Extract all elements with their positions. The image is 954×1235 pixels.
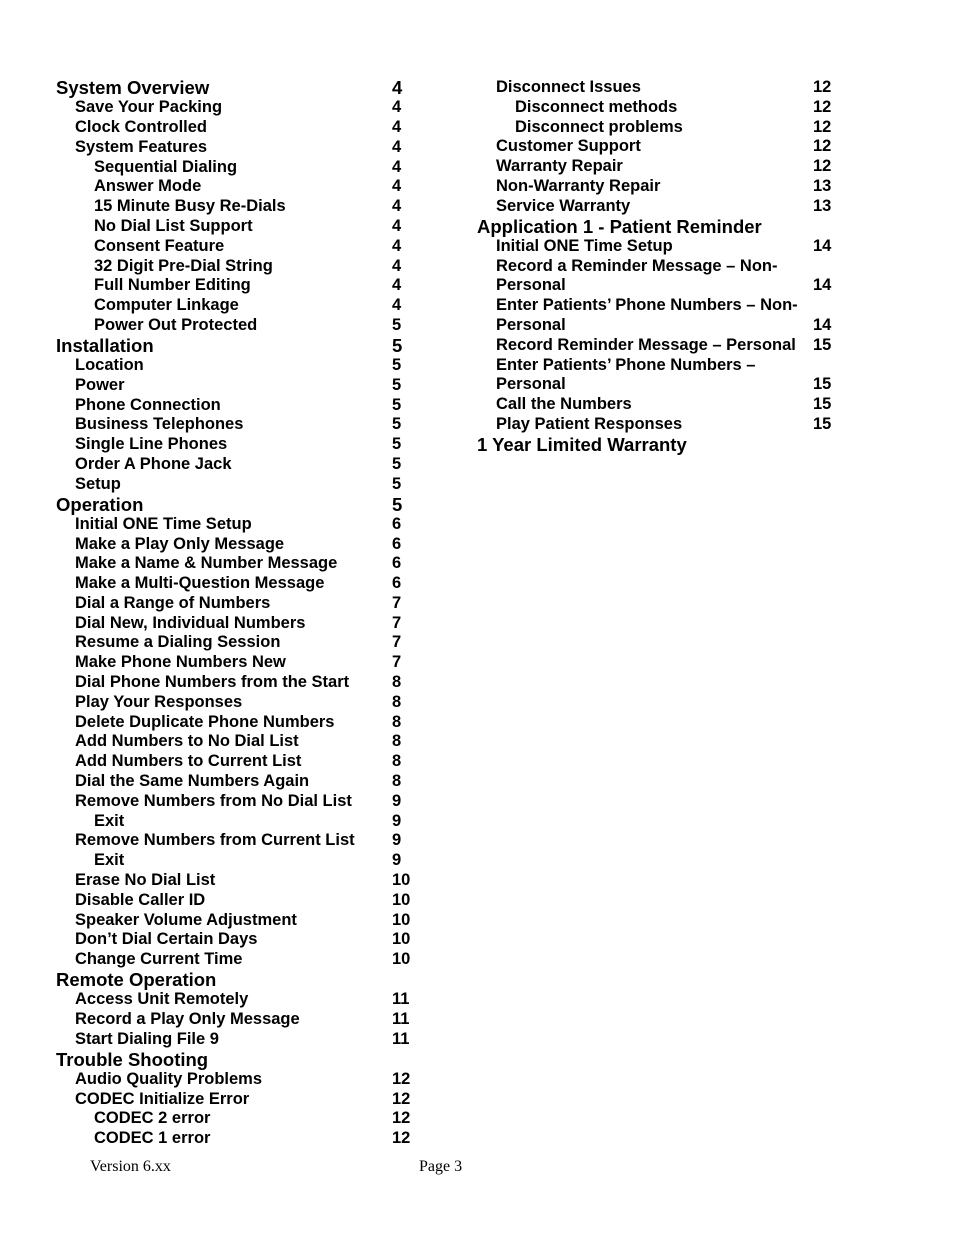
toc-entry (56, 415, 416, 435)
toc-entry-page-number: 4 (392, 157, 402, 176)
toc-entry-page-number: 5 (392, 454, 402, 473)
toc-entry (56, 851, 416, 871)
toc-entry-page-number: 12 (813, 137, 832, 156)
toc-entry-label: Disconnect Issues (496, 78, 641, 96)
toc-entry (56, 455, 416, 475)
toc-entry (477, 395, 837, 415)
toc-entry-label: Call the Numbers (496, 395, 632, 414)
toc-entry-page-number: 12 (813, 78, 832, 96)
toc-entry-label: Delete Duplicate Phone Numbers (75, 712, 335, 731)
toc-entry-label: Enter Patients’ Phone Numbers – (496, 355, 756, 374)
toc-entry-label: System Features (75, 137, 208, 156)
toc-entry-label: Initial ONE Time Setup (75, 514, 252, 533)
toc-entry-page-number: 14 (813, 315, 832, 334)
toc-entry-label: Sequential Dialing (94, 157, 238, 176)
toc-entry-label: Service Warranty (496, 196, 631, 215)
toc-entry (56, 396, 416, 416)
toc-entry-label: Personal (496, 375, 566, 394)
toc-entry-label: Dial the Same Numbers Again (75, 772, 310, 791)
toc-entry-label: Trouble Shooting (56, 1048, 209, 1070)
toc-entry (56, 515, 416, 535)
toc-entry-page-number: 15 (813, 395, 832, 414)
toc-entry (56, 594, 416, 614)
toc-entry (56, 1129, 416, 1149)
toc-entry (56, 950, 416, 970)
toc-entry (56, 158, 416, 178)
toc-entry-page-number: 4 (392, 177, 402, 196)
toc-entry-label: Application 1 - Patient Reminder (477, 215, 762, 237)
toc-section-heading (56, 1050, 416, 1070)
toc-section-heading (56, 78, 416, 98)
toc-entry-page-number: 5 (392, 415, 402, 434)
toc-entry (56, 574, 416, 594)
toc-entry-page-number: 13 (813, 196, 832, 215)
toc-entry-label: Dial a Range of Numbers (75, 593, 271, 612)
toc-entry-label: Single Line Phones (75, 435, 228, 454)
toc-entry-page-number: 10 (392, 930, 411, 949)
toc-entry (477, 237, 837, 257)
toc-section-heading (477, 435, 837, 455)
toc-entry (477, 336, 837, 356)
toc-entry-page-number: 9 (392, 811, 402, 830)
toc-entry-label: Order A Phone Jack (75, 454, 232, 473)
toc-entry-label: Make a Name & Number Message (75, 554, 338, 573)
toc-entry-page-number: 8 (392, 673, 402, 692)
toc-entry-label: Full Number Editing (94, 276, 251, 295)
toc-entry-label: 1 Year Limited Warranty (477, 433, 687, 455)
toc-entry-page-number: 12 (392, 1089, 411, 1108)
toc-entry-page-number: 7 (392, 613, 402, 632)
toc-entry-page-number: 10 (392, 890, 411, 909)
toc-entry-page-number: 10 (392, 871, 411, 890)
toc-entry (56, 693, 416, 713)
toc-entry (477, 415, 837, 435)
toc-entry-label: Play Patient Responses (496, 414, 683, 433)
toc-entry (56, 98, 416, 118)
toc-entry-page-number: 4 (392, 236, 402, 255)
toc-entry-label: Location (75, 355, 144, 374)
toc-entry-page-number: 6 (392, 554, 402, 573)
toc-entry-page-number: 4 (392, 137, 402, 156)
toc-entry-page-number: 12 (392, 1109, 411, 1128)
toc-entry (56, 792, 416, 812)
toc-entry-page-number: 8 (392, 732, 402, 751)
toc-entry-page-number: 14 (813, 236, 832, 255)
toc-entry (477, 356, 837, 376)
toc-entry-page-number: 14 (813, 276, 832, 295)
toc-entry-label: Dial New, Individual Numbers (75, 613, 306, 632)
toc-entry-page-number: 11 (392, 990, 410, 1009)
toc-entry (477, 276, 837, 296)
toc-entry-label: Clock Controlled (75, 117, 208, 136)
toc-entry-label: Don’t Dial Certain Days (75, 930, 258, 949)
toc-section-heading (56, 970, 416, 990)
toc-entry-label: Make a Play Only Message (75, 534, 285, 553)
toc-entry (56, 554, 416, 574)
toc-entry-page-number: 12 (813, 117, 832, 136)
toc-entry (56, 197, 416, 217)
toc-entry (56, 1030, 416, 1050)
toc-entry-page-number: 5 (392, 395, 402, 414)
toc-entry-page-number: 10 (392, 910, 411, 929)
toc-entry-page-number: 12 (813, 157, 832, 176)
toc-entry-label: CODEC 1 error (94, 1129, 211, 1148)
toc-column-left (56, 78, 416, 1149)
toc-entry-label: Exit (94, 851, 125, 870)
toc-entry (56, 217, 416, 237)
toc-entry-page-number: 5 (392, 315, 402, 334)
toc-entry-label: Exit (94, 811, 125, 830)
toc-entry-label: Access Unit Remotely (75, 990, 249, 1009)
toc-entry-label: CODEC 2 error (94, 1109, 211, 1128)
footer-version: Version 6.xx (90, 1158, 171, 1175)
toc-entry-label: Add Numbers to Current List (75, 752, 302, 771)
toc-entry-page-number: 7 (392, 633, 402, 652)
toc-entry-label: Non-Warranty Repair (496, 176, 661, 195)
toc-entry (56, 614, 416, 634)
toc-entry-label: Answer Mode (94, 177, 202, 196)
toc-entry (56, 1010, 416, 1030)
toc-entry-label: Disconnect problems (515, 117, 683, 136)
toc-entry (56, 1109, 416, 1129)
toc-entry-label: Operation (56, 493, 144, 515)
toc-section-heading (56, 336, 416, 356)
toc-entry (477, 296, 837, 316)
toc-entry-page-number: 8 (392, 692, 402, 711)
toc-entry-page-number: 4 (392, 98, 402, 117)
toc-entry-label: 32 Digit Pre-Dial String (94, 256, 273, 275)
toc-entry-page-number: 8 (392, 752, 402, 771)
toc-entry (477, 98, 837, 118)
toc-entry (56, 752, 416, 772)
toc-entry-page-number: 11 (392, 1029, 410, 1048)
toc-entry (477, 137, 837, 157)
toc-entry-label: Erase No Dial List (75, 871, 216, 890)
toc-entry-page-number: 5 (392, 375, 402, 394)
toc-entry (56, 475, 416, 495)
toc-entry (477, 197, 837, 217)
toc-entry-page-number: 5 (392, 493, 403, 515)
toc-entry-label: Remote Operation (56, 969, 217, 991)
toc-entry (56, 296, 416, 316)
toc-entry-label: Warranty Repair (496, 157, 623, 176)
toc-entry-label: Power Out Protected (94, 315, 258, 334)
toc-entry-label: 15 Minute Busy Re-Dials (94, 197, 286, 216)
toc-entry (477, 375, 837, 395)
toc-entry (56, 376, 416, 396)
toc-entry (56, 891, 416, 911)
toc-entry (477, 316, 837, 336)
toc-entry (477, 177, 837, 197)
toc-entry-label: Personal (496, 315, 566, 334)
toc-entry (56, 118, 416, 138)
toc-entry-page-number: 9 (392, 831, 402, 850)
toc-entry (56, 911, 416, 931)
toc-entry-label: Remove Numbers from No Dial List (75, 791, 352, 810)
toc-entry-label: Change Current Time (75, 950, 243, 969)
toc-entry-label: Consent Feature (94, 236, 225, 255)
toc-entry-label: Disconnect methods (515, 97, 678, 116)
toc-entry-page-number: 5 (392, 474, 402, 493)
toc-entry-page-number: 4 (392, 276, 402, 295)
toc-entry-page-number: 4 (392, 256, 402, 275)
toc-entry-label: Dial Phone Numbers from the Start (75, 673, 350, 692)
toc-column-right (477, 78, 837, 455)
toc-entry-label: Play Your Responses (75, 692, 243, 711)
toc-entry (56, 990, 416, 1010)
toc-entry (56, 138, 416, 158)
toc-entry (56, 316, 416, 336)
toc-entry (56, 435, 416, 455)
toc-entry (56, 1070, 416, 1090)
toc-entry-page-number: 4 (392, 296, 402, 315)
toc-entry-label: Initial ONE Time Setup (496, 236, 673, 255)
toc-entry-page-number: 7 (392, 593, 402, 612)
toc-entry-page-number: 15 (813, 414, 832, 433)
toc-entry-page-number: 11 (392, 1010, 410, 1029)
toc-entry (56, 177, 416, 197)
toc-entry-page-number: 12 (392, 1069, 411, 1088)
toc-entry-label: Make a Multi-Question Message (75, 574, 325, 593)
toc-entry (56, 1090, 416, 1110)
toc-entry-page-number: 4 (392, 77, 403, 98)
toc-entry-label: Phone Connection (75, 395, 221, 414)
toc-entry-label: Remove Numbers from Current List (75, 831, 355, 850)
toc-entry (477, 118, 837, 138)
toc-entry-page-number: 6 (392, 514, 402, 533)
toc-entry (56, 772, 416, 792)
toc-entry-page-number: 12 (392, 1129, 411, 1148)
toc-entry-page-number: 13 (813, 176, 832, 195)
toc-entry-page-number: 10 (392, 950, 411, 969)
toc-entry-label: Make Phone Numbers New (75, 653, 286, 672)
toc-entry-page-number: 4 (392, 197, 402, 216)
toc-entry-label: Installation (56, 334, 154, 356)
toc-entry-page-number: 9 (392, 851, 402, 870)
toc-entry-label: CODEC Initialize Error (75, 1089, 250, 1108)
toc-entry (56, 930, 416, 950)
toc-entry-label: Resume a Dialing Session (75, 633, 281, 652)
toc-entry (56, 633, 416, 653)
toc-entry (56, 871, 416, 891)
toc-entry-page-number: 7 (392, 653, 402, 672)
toc-section-heading (477, 217, 837, 237)
toc-entry-page-number: 6 (392, 534, 402, 553)
toc-entry (477, 78, 837, 98)
footer-page-number: Page 3 (419, 1158, 463, 1175)
toc-entry-page-number: 6 (392, 574, 402, 593)
toc-entry-label: Enter Patients’ Phone Numbers – Non- (496, 296, 798, 315)
toc-entry-page-number: 8 (392, 772, 402, 791)
toc-entry-label: Add Numbers to No Dial List (75, 732, 299, 751)
toc-section-heading (56, 495, 416, 515)
toc-entry-label: Business Telephones (75, 415, 244, 434)
toc-entry (56, 653, 416, 673)
toc-entry-page-number: 8 (392, 712, 402, 731)
toc-entry (56, 732, 416, 752)
toc-entry-label: Disable Caller ID (75, 890, 206, 909)
toc-entry (56, 356, 416, 376)
toc-entry-page-number: 12 (813, 97, 832, 116)
toc-entry (477, 257, 837, 277)
toc-entry-label: Customer Support (496, 137, 641, 156)
toc-entry-label: Record a Play Only Message (75, 1010, 300, 1029)
toc-entry (477, 157, 837, 177)
toc-entry-page-number: 4 (392, 216, 402, 235)
toc-entry (56, 831, 416, 851)
toc-entry-page-number: 15 (813, 335, 832, 354)
toc-entry-label: Save Your Packing (75, 98, 223, 117)
toc-entry-label: System Overview (56, 77, 210, 98)
toc-entry-label: Record Reminder Message – Personal (496, 335, 796, 354)
toc-entry-label: Start Dialing File 9 (75, 1029, 219, 1048)
toc-entry-label: Computer Linkage (94, 296, 239, 315)
toc-entry (56, 237, 416, 257)
toc-entry-label: Record a Reminder Message – Non- (496, 256, 778, 275)
toc-entry-label: Power (75, 375, 125, 394)
toc-entry-page-number: 15 (813, 375, 832, 394)
toc-entry (56, 535, 416, 555)
toc-entry (56, 812, 416, 832)
toc-entry (56, 276, 416, 296)
toc-entry (56, 713, 416, 733)
toc-entry-page-number: 4 (392, 117, 402, 136)
toc-entry-page-number: 5 (392, 435, 402, 454)
toc-entry-label: Personal (496, 276, 566, 295)
toc-entry-label: No Dial List Support (94, 216, 253, 235)
toc-entry-page-number: 5 (392, 355, 402, 374)
toc-entry-label: Setup (75, 474, 121, 493)
toc-entry-page-number: 9 (392, 791, 402, 810)
toc-entry (56, 673, 416, 693)
toc-entry-label: Audio Quality Problems (75, 1069, 263, 1088)
toc-entry-page-number: 5 (392, 334, 403, 356)
toc-entry (56, 257, 416, 277)
toc-entry-label: Speaker Volume Adjustment (75, 910, 297, 929)
